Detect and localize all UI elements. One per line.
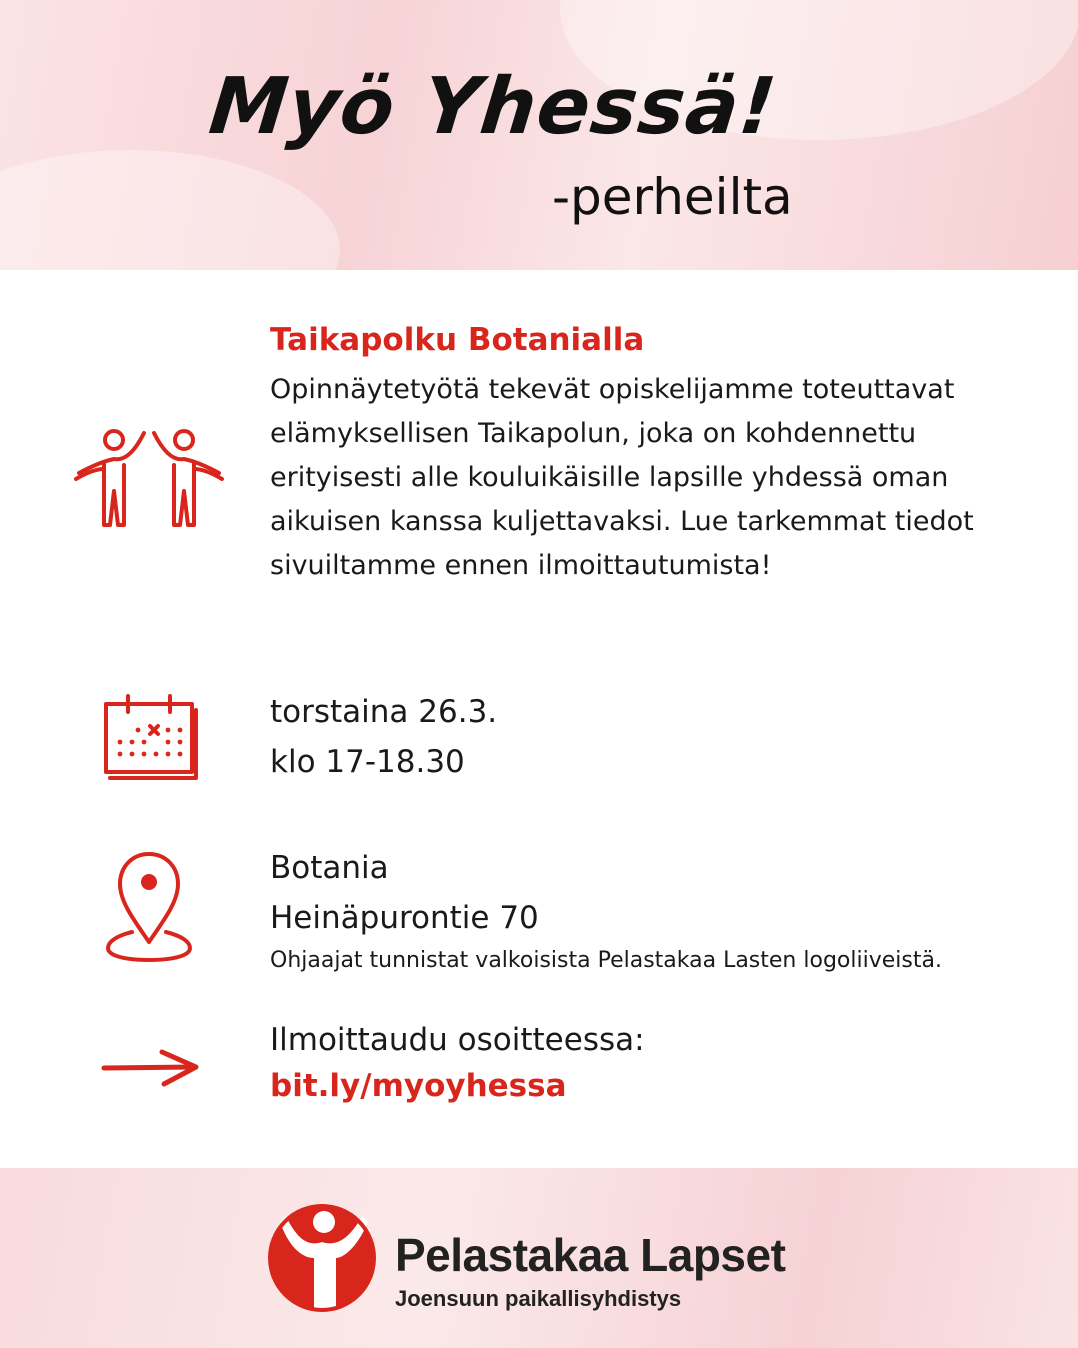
event-time: klo 17-18.30 [270, 744, 465, 780]
registration-link[interactable]: bit.ly/myoyhessa [270, 1068, 567, 1104]
page-title: Myö Yhessä! [205, 62, 781, 152]
org-name: Pelastakaa Lapset [395, 1229, 786, 1281]
location-address: Heinäpurontie 70 [270, 900, 539, 936]
event-date: torstaina 26.3. [270, 694, 498, 730]
pelastakaa-lapset-logo-icon [268, 1202, 376, 1312]
event-description: Opinnäytetyötä tekevät opiskelijamme toteuttavat elämyksellisen Taikapolun, joka on kohdennettu erityisesti alle kouluikäisille lapsille yhdessä oman aikuisen kanssa kuljettavaksi. Lue tarkemmat tiedot sivuiltamme ennen ilmoittautumista! [270, 374, 974, 581]
location-name: Botania [270, 850, 389, 886]
location-note: Ohjaajat tunnistat valkoisista Pelastakaa Lasten logoliiveistä. [270, 948, 942, 973]
calendar-icon [98, 692, 200, 787]
page-subtitle: -perheilta [552, 168, 793, 226]
arrow-right-icon [100, 1048, 202, 1088]
event-title: Taikapolku Botanialla [270, 322, 645, 358]
org-subtitle: Joensuun paikallisyhdistys [395, 1286, 682, 1311]
two-people-icon [74, 425, 224, 530]
registration-label: Ilmoittaudu osoitteessa: [270, 1022, 645, 1058]
location-pin-icon [104, 850, 194, 962]
